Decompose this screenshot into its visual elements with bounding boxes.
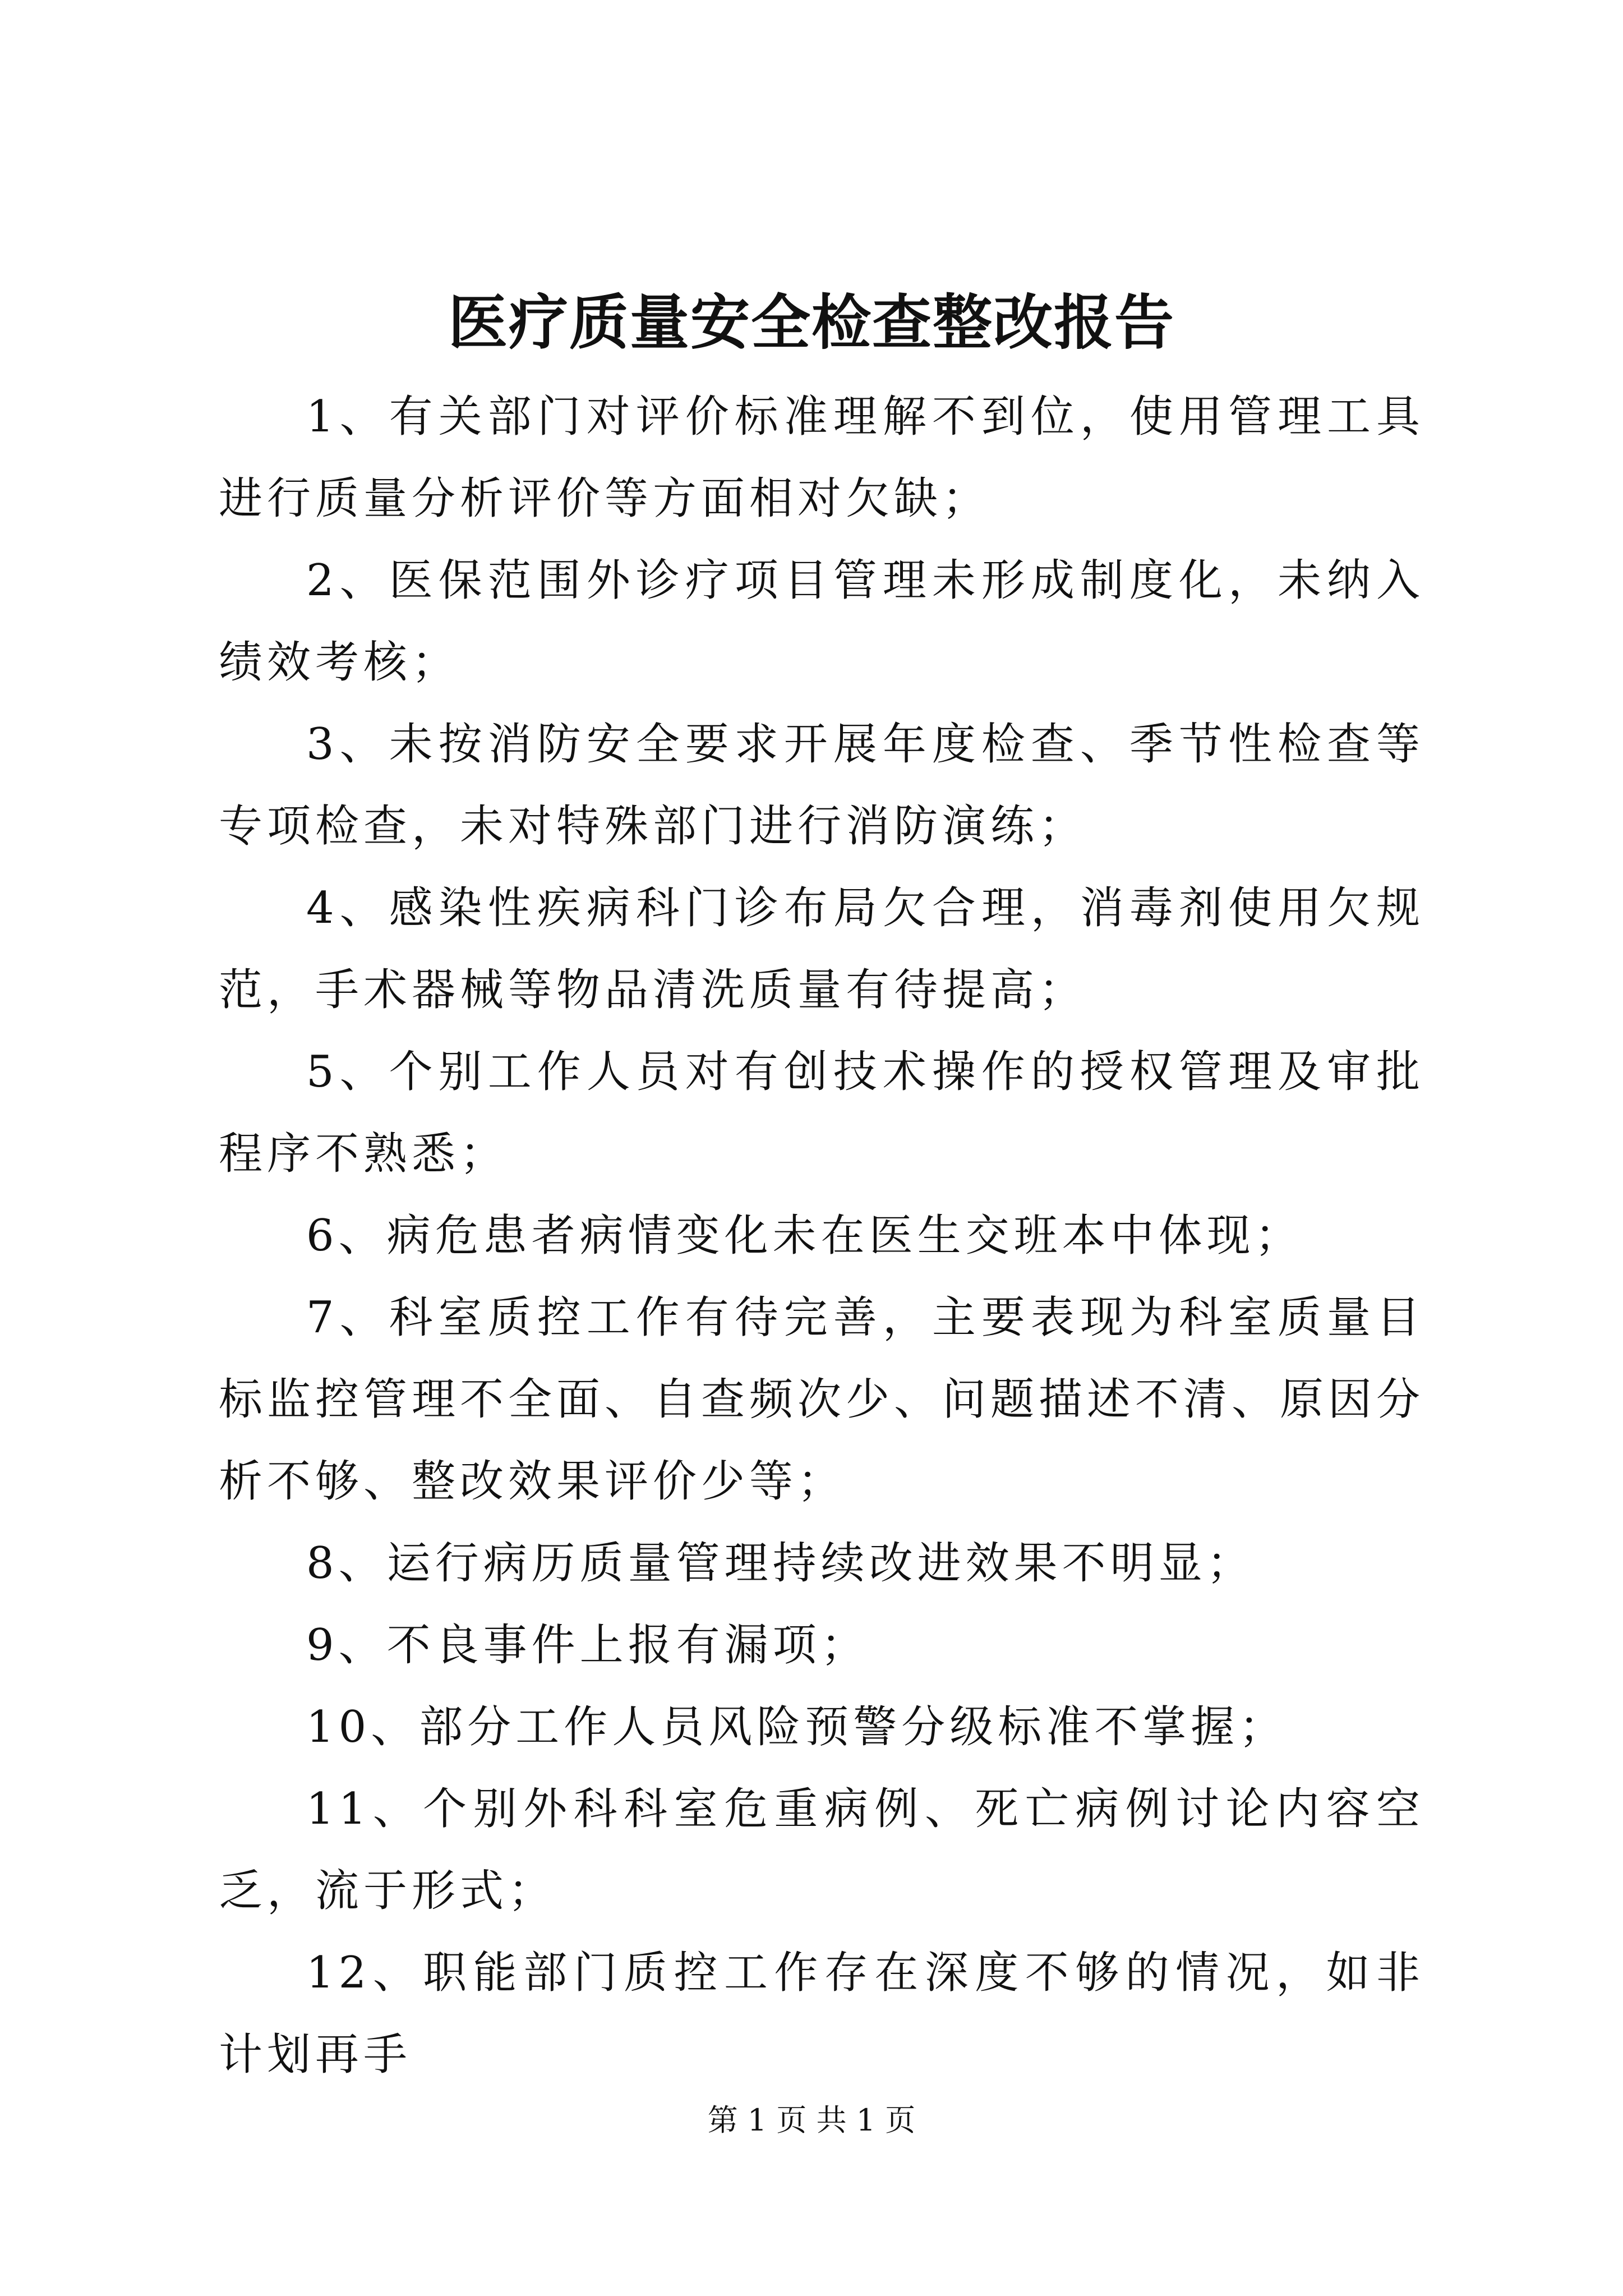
paragraph-4: 4、感染性疾病科门诊布局欠合理，消毒剂使用欠规范，手术器械等物品清洗质量有待提高； <box>219 883 1424 1015</box>
paragraph-8: 8、运行病历质量管理持续改进效果不明显； <box>306 1538 1255 1589</box>
page-footer: 第 1 页 共 1 页 <box>707 2102 916 2138</box>
paragraph-12: 12、职能部门质控工作存在深度不够的情况，如非计划再手 <box>219 1948 1424 2080</box>
paragraph-6: 6、病危患者病情变化未在医生交班本中体现； <box>306 1211 1303 1261</box>
paragraph-10: 10、部分工作人员风险预警分级标准不掌握； <box>306 1702 1288 1752</box>
paragraph-5: 5、个别工作人员对有创技术操作的授权管理及审批程序不熟悉； <box>219 1047 1424 1179</box>
page-title: 医疗质量安全检查整改报告 <box>448 287 1175 357</box>
paragraph-3: 3、未按消防安全要求开展年度检查、季节性检查等专项检查，未对特殊部门进行消防演练； <box>219 719 1424 852</box>
document-body <box>219 376 1424 2096</box>
paragraph-11: 11、个别外科科室危重病例、死亡病例讨论内容空乏，流于形式； <box>219 1784 1424 1916</box>
paragraph-2: 2、医保范围外诊疗项目管理未形成制度化，未纳入绩效考核； <box>219 555 1424 688</box>
paragraph-1: 1、有关部门对评价标准理解不到位，使用管理工具进行质量分析评价等方面相对欠缺； <box>219 392 1424 524</box>
paragraph-9: 9、不良事件上报有漏项； <box>306 1620 869 1671</box>
paragraph-7: 7、科室质控工作有待完善，主要表现为科室质量目标监控管理不全面、自查频次少、问题描述不清、原因分析不够、整改效果评价少等； <box>219 1292 1425 1507</box>
